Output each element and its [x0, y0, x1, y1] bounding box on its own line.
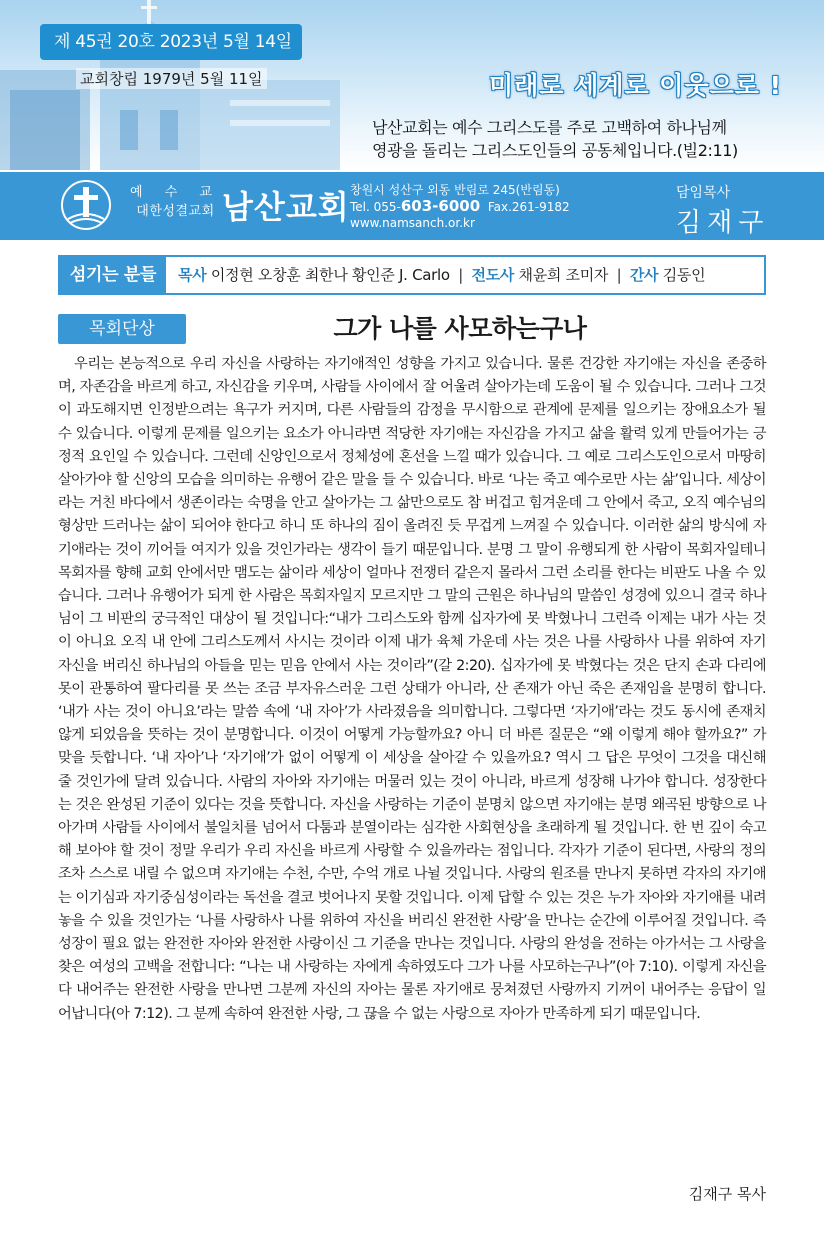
issue-info: 제 45권 20호 2023년 5월 14일 [40, 24, 302, 60]
address: 창원시 성산구 외동 반림로 245(반림동) [350, 183, 560, 197]
pastor-names: 이정현 오창훈 최한나 황인준 J. Carlo [210, 266, 450, 284]
secretary-name: 김동인 [662, 266, 706, 284]
founded-date: 교회창립 1979년 5월 11일 [76, 68, 267, 89]
website-link[interactable]: www.namsanch.or.kr [350, 216, 475, 230]
slogan: 미래로 세계로 이웃으로 ! [488, 71, 782, 100]
pastor-name: 김재구 [676, 208, 770, 238]
church-info-band [0, 172, 824, 240]
article-title: 그가 나를 사모하는구나 [333, 314, 587, 343]
tel-prefix: Tel. 055- [350, 200, 401, 214]
ministers-label: 섬기는 분들 [60, 257, 166, 293]
header-banner [0, 0, 824, 170]
tel-number: 603-6000 [400, 197, 481, 215]
evangelist-names: 채윤희 조미자 [518, 266, 609, 284]
ministers-row [58, 255, 766, 295]
role-pastor: 목사 [178, 266, 207, 284]
role-secretary: 간사 [629, 266, 659, 284]
pastor-label: 담임목사 [676, 185, 731, 201]
divider: | [458, 266, 463, 284]
denomination-line-2: 대한성결교회 [136, 204, 215, 219]
denomination-line-1: 예 수 교 [130, 185, 221, 200]
phone-fax [350, 198, 570, 215]
fax: Fax.261-9182 [487, 200, 570, 214]
church-name: 남산교회 [222, 188, 350, 226]
article-author: 김재구 목사 [688, 1185, 766, 1203]
contact-info [350, 182, 570, 231]
denomination [130, 183, 221, 221]
article-paragraph: 우리는 본능적으로 우리 자신을 사랑하는 자기애적인 성향을 가지고 있습니다. 물론 건강한 자기애는 자신을 존중하며, 자존감을 바르게 하고, 자신감을 키우며, 사람들 사이에서 잘 어울려 살아가는데 도움이 될 수 있습니다. 그러나 그것이 과도해지면 인정받으려는 욕구가 커지며, 다른 사람들의 감정을 무시함으로 관계에 문제를 일으키는 장애요소가 될 수 있습니다. 이렇게 문제를 일으키는 요소가 아니라면 적당한 자기애는 자신감을 가지고 삶을 활력 있게 만들어가는 긍정적 요인일 수 있습니다. 그런데 신앙인으로서 정체성에 혼선을 느낄 때가 있습니다. 그 예로 그리스도인으로서 마땅히 살아가야 할 신앙의 모습을 의미하는 유행어 같은 말을 들 수 있습니다. 바로 ‘나는 죽고 예수로만 사는 삶’입니다. 세상이라는 거친 바다에서 생존이라는 숙명을 안고 살아가는 그 삶만으로도 참 버겁고 힘겨운데 그 안에서 죽고, 오직 예수님의 형상만 드러나는 삶이 되어야 한다고 하니 또 하나의 짐이 올려진 듯 무겁게 느껴질 수 있습니다. 이러한 삶의 방식에 자기애라는 것이 끼어들 여지가 있을 것인가라는 생각이 들기 때문입니다. 분명 그 말이 유행되게 한 사람이 목회자일테니 목회자를 향해 교회 안에서만 맴도는 삶이라 세상이 얼마나 전쟁터 같은지 몰라서 그런 소리를 한다는 비판도 나올 수 있습니다. 그러나 유행어가 되게 한 사람은 목회자일지 모르지만 그 말의 근원은 하나님의 말씀인 성경에 있으니 결국 하나님이 그 비판의 궁극적인 대상이 될 것입니다:“내가 그리스도와 함께 십자가에 못 박혔나니 그런즉 이제는 내가 사는 것이 아니요 오직 내 안에 그리스도께서 사시는 것이라 이제 내가 육체 가운데 사는 것은 나를 사랑하사 나를 위하여 자기 자신을 버리신 하나님의 아들을 믿는 믿음 안에서 사는 것이라”(갈 2:20). 십자가에 못 박혔다는 것은 단지 손과 다리에 못이 관통하여 팔다리를 못 쓰는 조금 부자유스러운 그런 상태가 아니라, 산 존재가 아닌 죽은 존재임을 분명히 합니다. ‘내가 사는 것이 아니요’라는 말씀 속에 ‘내 자아’가 사라졌음을 의미합니다. 그렇다면 ‘자기애’라는 것도 동시에 존재치 않게 되었음을 뜻하는 것이 분명합니다. 이것이 어떻게 가능할까요? 아니 더 바른 질문은 “왜 이렇게 해야 할까요?” 가 맞을 듯합니다. ‘내 자아’나 ‘자기애’가 없이 어떻게 이 세상을 살아갈 수 있을까요? 역시 그 답은 무엇이 그것을 대신해 줄 것인가에 달려 있습니다. 사람의 자아와 자기애는 머물러 있는 것이 아니라, 바르게 성장해 나가야 합니다. 성장한다는 것은 완성된 기준이 있다는 것을 뜻합니다. 자신을 사랑하는 기준이 분명치 않으면 자기애는 분명 왜곡된 방향으로 나아가며 사람들 사이에서 불일치를 넘어서 다툼과 분열이라는 심각한 사회현상을 초래하게 될 것입니다. 한 번 깊이 숙고해 보아야 할 것이 정말 우리가 우리 자신을 바르게 사랑할 수 있을까라는 점입니다. 각자가 기준이 된다면, 사랑의 정의조차 스스로 내릴 수 없으며 자기애는 수천, 수만, 수억 개로 나뉠 것입니다. 사랑의 원조를 만나지 못하면 각자의 자기애는 이기심과 자기중심성이라는 독선을 결코 벗어나지 못할 것입니다. 이제 답할 수 있는 것은 누가 자아와 자기애를 내려놓을 수 있을 것인가는 ‘나를 사랑하사 나를 위하여 자신을 버리신 완전한 사랑’을 만나는 순간에 이루어질 것입니다. 즉 성장이 필요 없는 완전한 자아와 완전한 사랑이신 그 기준을 만나는 것입니다. 사랑의 완성을 전하는 아가서는 그 사랑을 찾은 여성의 고백을 전합니다: “나는 내 사랑하는 자에게 속하였도다 그가 나를 사모하는구나”(아 7:10). 이렇게 자신을 다 내어주는 완전한 사랑을 만나면 그분께 자신의 자아는 물론 자기애로 뭉쳐졌던 사랑까지 기꺼이 내어주는 응답이 일어납니다(아 7:12). 그 분께 속하여 완전한 사랑, 그 끊을 수 없는 사랑으로 자아가 만족하게 되기 때문입니다. [58, 356, 767, 1022]
role-evangelist: 전도사 [471, 266, 515, 284]
ministers-list [178, 257, 705, 293]
mission-line-2: 영광을 돌리는 그리스도인들의 공동체입니다.(빌2:11) [372, 141, 738, 160]
church-logo-icon [60, 179, 112, 231]
mission-line-1: 남산교회는 예수 그리스도를 주로 고백하여 하나님께 [372, 118, 727, 137]
mission-statement [372, 116, 792, 162]
article-body [58, 353, 766, 1026]
column-label: 목회단상 [58, 314, 186, 344]
divider: | [616, 266, 622, 284]
